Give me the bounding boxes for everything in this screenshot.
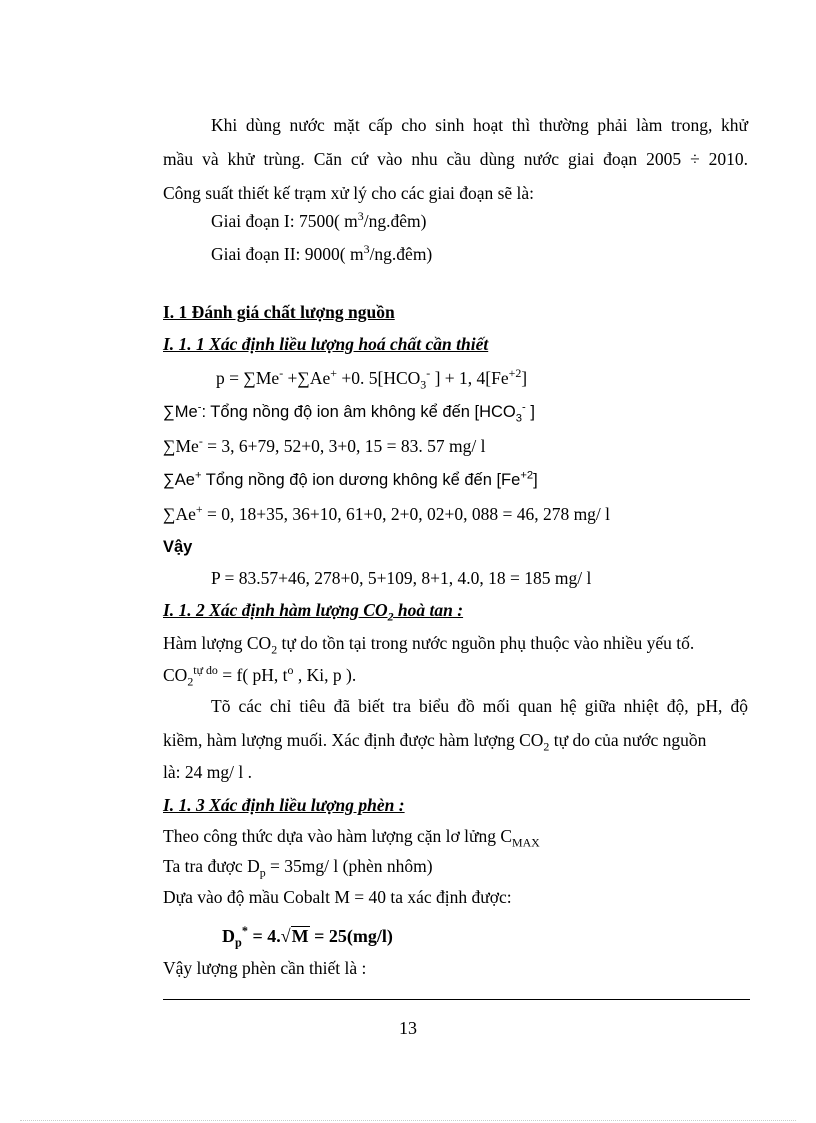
alum-line-2-a: Ta tra được D	[163, 856, 260, 876]
co2-formula	[163, 663, 357, 689]
co2-formula-sub: 2	[187, 674, 194, 689]
ae-def-sup: +	[194, 469, 202, 482]
stage-1-text: Giai đoạn I: 7500( m	[211, 211, 358, 231]
me-def-text: : Tổng nồng độ ion âm không kể đến [HCO	[201, 403, 516, 421]
eq-p-part-e: ]	[521, 368, 528, 388]
me-definition	[163, 401, 535, 423]
alum-line-2	[163, 855, 433, 880]
co2-desc-a: Hàm lượng CO	[163, 633, 272, 653]
ae-value	[163, 503, 610, 525]
para2-text-2b: tự do của nước nguồn	[549, 730, 707, 750]
alum-line-1-sub: MAX	[512, 835, 540, 850]
co2-formula-sup-2: o	[287, 663, 294, 678]
para2-sub: 2	[543, 739, 550, 754]
para2-text-1: Tõ các chỉ tiêu đã biết tra biểu đồ mối quan hệ giữa nhiệt độ, pH, độ	[211, 696, 748, 716]
page-edge	[20, 1120, 796, 1121]
co2-desc-sub: 2	[271, 642, 278, 657]
heading-co2-sub: 2	[387, 609, 394, 624]
p-result: P = 83.57+46, 278+0, 5+109, 8+1, 4.0, 18 = 185 mg/ l	[211, 568, 592, 588]
ae-val-sup: +	[195, 502, 203, 517]
ae-definition	[163, 469, 538, 491]
vay-label: Vậy	[163, 538, 193, 556]
intro-line-3	[163, 182, 534, 204]
intro-line-1	[211, 114, 748, 136]
intro-line-2	[163, 148, 748, 170]
stage-2-unit: /ng.đêm)	[369, 244, 433, 264]
eq-p-part-c: +0. 5[HCO	[337, 368, 421, 388]
co2-description	[163, 632, 695, 657]
stage-1-unit: /ng.đêm)	[363, 211, 427, 231]
eq-p-sub-c: 3	[420, 377, 427, 392]
eq-p-part-b: +∑Ae	[283, 368, 331, 388]
ae-def-text: Tổng nồng độ ion dương không kể đến [Fe	[201, 471, 521, 489]
me-def-sup: -	[197, 401, 202, 414]
co2-formula-sup: tự do	[193, 663, 218, 678]
heading-chemical-dose: I. 1. 1 Xác định liều lượng hoá chất cần thiết	[163, 334, 489, 354]
heading-alum-dose: I. 1. 3 Xác định liều lượng phèn :	[163, 795, 405, 815]
heading-co2-end: hoà tan :	[393, 600, 464, 620]
alum-line-3: Dựa vào độ mầu Cobalt M = 40 ta xác định được:	[163, 887, 512, 907]
eq-p-part-a: p = ∑Me	[216, 368, 280, 388]
eq-p-sup-d: +2	[508, 366, 522, 381]
eq-p-sup-a: -	[279, 366, 284, 381]
co2-desc-b: tự do tồn tại trong nước nguồn phụ thuộc vào nhiều yếu tố.	[277, 633, 695, 653]
co2-formula-a: CO	[163, 665, 188, 685]
ae-def-end: ]	[533, 471, 538, 489]
ae-def-sup-2: +2	[520, 469, 534, 482]
stage-1-capacity	[211, 210, 426, 232]
intro-text-3: Công suất thiết kế trạm xử lý cho các giai đoạn sẽ là:	[163, 183, 535, 203]
eq-p-sup-b: +	[330, 366, 338, 381]
stage-2-sup: 3	[363, 242, 370, 257]
heading-co2	[163, 599, 464, 624]
sqrt-symbol: √	[280, 926, 291, 946]
me-def-sub: 3	[515, 412, 523, 425]
alum-line-2-sub: p	[259, 865, 266, 880]
heading-co2-text: I. 1. 2 Xác định hàm lượng CO	[163, 600, 388, 620]
dose-sup: *	[241, 924, 248, 938]
dose-sub: p	[235, 935, 242, 950]
me-value	[163, 435, 485, 457]
intro-text-2: mầu và khử trùng. Căn cứ vào nhu cầu dùng nước giai đoạn 2005 ÷ 2010.	[163, 149, 748, 169]
ae-val-text: = 0, 18+35, 36+10, 61+0, 2+0, 02+0, 088 = 46, 278 mg/ l	[202, 504, 611, 524]
intro-text-1: Khi dùng nước mặt cấp cho sinh hoạt thì thường phải làm trong, khử	[211, 115, 748, 135]
me-def-sup-2: -	[522, 401, 526, 414]
me-val-sup: -	[198, 434, 203, 449]
stage-2-capacity	[211, 243, 432, 265]
eq-p-sup-c: -	[426, 366, 431, 381]
alum-line-1	[163, 825, 540, 850]
heading-source-quality: I. 1 Đánh giá chất lượng nguồn	[163, 302, 395, 322]
alum-line-1-text: Theo công thức dựa vào hàm lượng cặn lơ lửng C	[163, 826, 513, 846]
stage-2-text: Giai đoạn II: 9000( m	[211, 244, 364, 264]
me-def-symbol: ∑Me	[163, 403, 198, 421]
dose-formula	[222, 924, 393, 950]
para2-text-2a: kiềm, hàm lượng muối. Xác định được hàm lượng CO	[163, 730, 544, 750]
dose-eq: = 4.	[247, 926, 281, 946]
para2-line-3: là: 24 mg/ l .	[163, 762, 252, 782]
dose-radicand: M	[291, 926, 309, 946]
stage-1-sup: 3	[357, 209, 364, 224]
co2-formula-c: , Ki, p ).	[293, 665, 357, 685]
dose-d: D	[222, 926, 235, 946]
me-def-end: ]	[525, 403, 535, 421]
ae-val-symbol: ∑Ae	[163, 504, 196, 524]
page-number: 13	[399, 1018, 417, 1038]
eq-p-part-d: ] + 1, 4[Fe	[430, 368, 509, 388]
me-val-symbol: ∑Me	[163, 436, 199, 456]
alum-conclusion: Vậy lượng phèn cần thiết là :	[163, 958, 367, 978]
equation-p	[216, 366, 528, 392]
footer-rule	[163, 999, 750, 1000]
ae-def-symbol: ∑Ae	[163, 471, 195, 489]
me-val-text: = 3, 6+79, 52+0, 3+0, 15 = 83. 57 mg/ l	[202, 436, 486, 456]
co2-formula-b: = f( pH, t	[217, 665, 288, 685]
alum-line-2-b: = 35mg/ l (phèn nhôm)	[265, 856, 433, 876]
dose-result: = 25(mg/l)	[309, 926, 393, 946]
para2-line-1	[211, 695, 748, 717]
para2-line-2	[163, 729, 707, 754]
